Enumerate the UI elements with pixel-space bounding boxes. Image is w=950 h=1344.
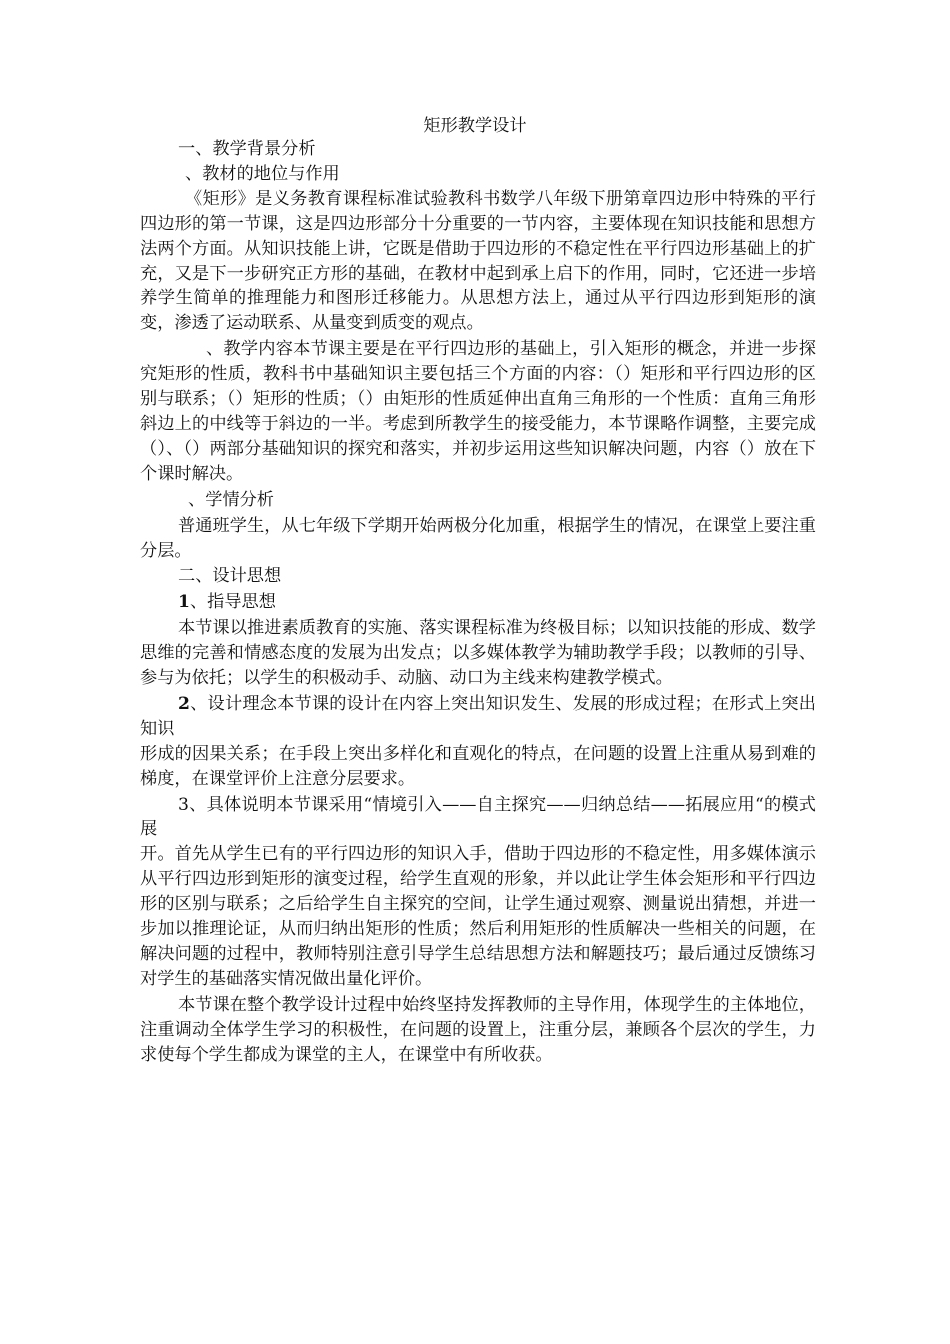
paragraph-student-analysis: 普通班学生，从七年级下学期开始两极分化加重，根据学生的情况，在课堂上要注重分层。	[140, 515, 816, 561]
section-heading-background: 一、教学背景分析	[178, 139, 316, 159]
paragraph-teaching-content: 、教学内容本节课主要是在平行四边形的基础上，引入矩形的概念，并进一步探究矩形的性质，教科书中基础知识主要包括三个方面的内容：（）矩形和平行四边形的区别与联系；（）矩形的性质；（）由矩形的性质延伸出直角三角形的一个性质：直角三角形斜边上的中线等于斜边的一半。考虑到所教学生的接受能力，本节课略作调整，主要完成（）、（）两部分基础知识的探究和落实，并初步运用这些知识解决问题，内容（）放在下个课时解决。	[140, 339, 816, 484]
subheading-textbook-role: 、教材的地位与作用	[185, 163, 340, 184]
item-number: 2	[178, 693, 190, 714]
section-heading-design: 二、设计思想	[178, 566, 282, 587]
paragraph-conclusion: 本节课在整个教学设计过程中始终坚持发挥教师的主导作用，体现学生的主体地位，注重调动全体学生学习的积极性，在问题的设置上，注重分层，兼顾各个层次的学生，力求使每个学生都成为课堂的主人，在课堂中有所收获。	[140, 994, 816, 1065]
item-number: 1	[178, 592, 190, 613]
item-design-concept	[140, 692, 816, 742]
paragraph-specific-explanation: 开。首先从学生已有的平行四边形的知识入手，借助于四边形的不稳定性，用多媒体演示从平行四边形到矩形的演变过程，给学生直观的形象，并以此让学生体会矩形和平行四边形的区别与联系；之后给学生自主探究的空间，让学生通过观察、测量说出猜想，并进一步加以推理论证，从而归纳出矩形的性质；然后利用矩形的性质解决一些相关的问题，在解决问题的过程中，教师特别注意引导学生总结思想方法和解题技巧；最后通过反馈练习对学生的基础落实情况做出量化评价。	[140, 844, 816, 989]
item-label: 、指导思想	[189, 592, 276, 613]
document-title: 矩形教学设计	[423, 116, 527, 136]
subheading-student-analysis: 、学情分析	[188, 489, 274, 510]
document-body	[140, 137, 816, 1068]
item-specific-explanation: 3、具体说明本节课采用“情境引入——自主探究——归纳总结——拓展应用“的模式展	[140, 794, 816, 840]
item-guiding-thought	[140, 590, 816, 615]
paragraph-textbook-role: 《矩形》是义务教育课程标准试验教科书数学八年级下册第章四边形中特殊的平行四边形的第一节课，这是四边形部分十分重要的一节内容，主要体现在知识技能和思想方法两个方面。从知识技能上讲，它既是借助于四边形的不稳定性在平行四边形基础上的扩充，又是下一步研究正方形的基础，在教材中起到承上启下的作用，同时，它还进一步培养学生简单的推理能力和图形迁移能力。从思想方法上，通过从平行四边形到矩形的演变，渗透了运动联系、从量变到质变的观点。	[140, 188, 816, 334]
item-label: 、设计理念本节课的设计在内容上突出知识发生、发展的形成过程；在形式上突出知识	[140, 693, 816, 739]
paragraph-guiding-thought: 本节课以推进素质教育的实施、落实课程标准为终极目标；以知识技能的形成、数学思维的完善和情感态度的发展为出发点；以多媒体教学为辅助教学手段；以教师的引导、参与为依托；以学生的积极动手、动脑、动口为主线来构建教学模式。	[140, 618, 816, 689]
paragraph-design-concept: 形成的因果关系；在手段上突出多样化和直观化的特点，在问题的设置上注重从易到难的梯度，在课堂评价上注意分层要求。	[140, 743, 816, 789]
